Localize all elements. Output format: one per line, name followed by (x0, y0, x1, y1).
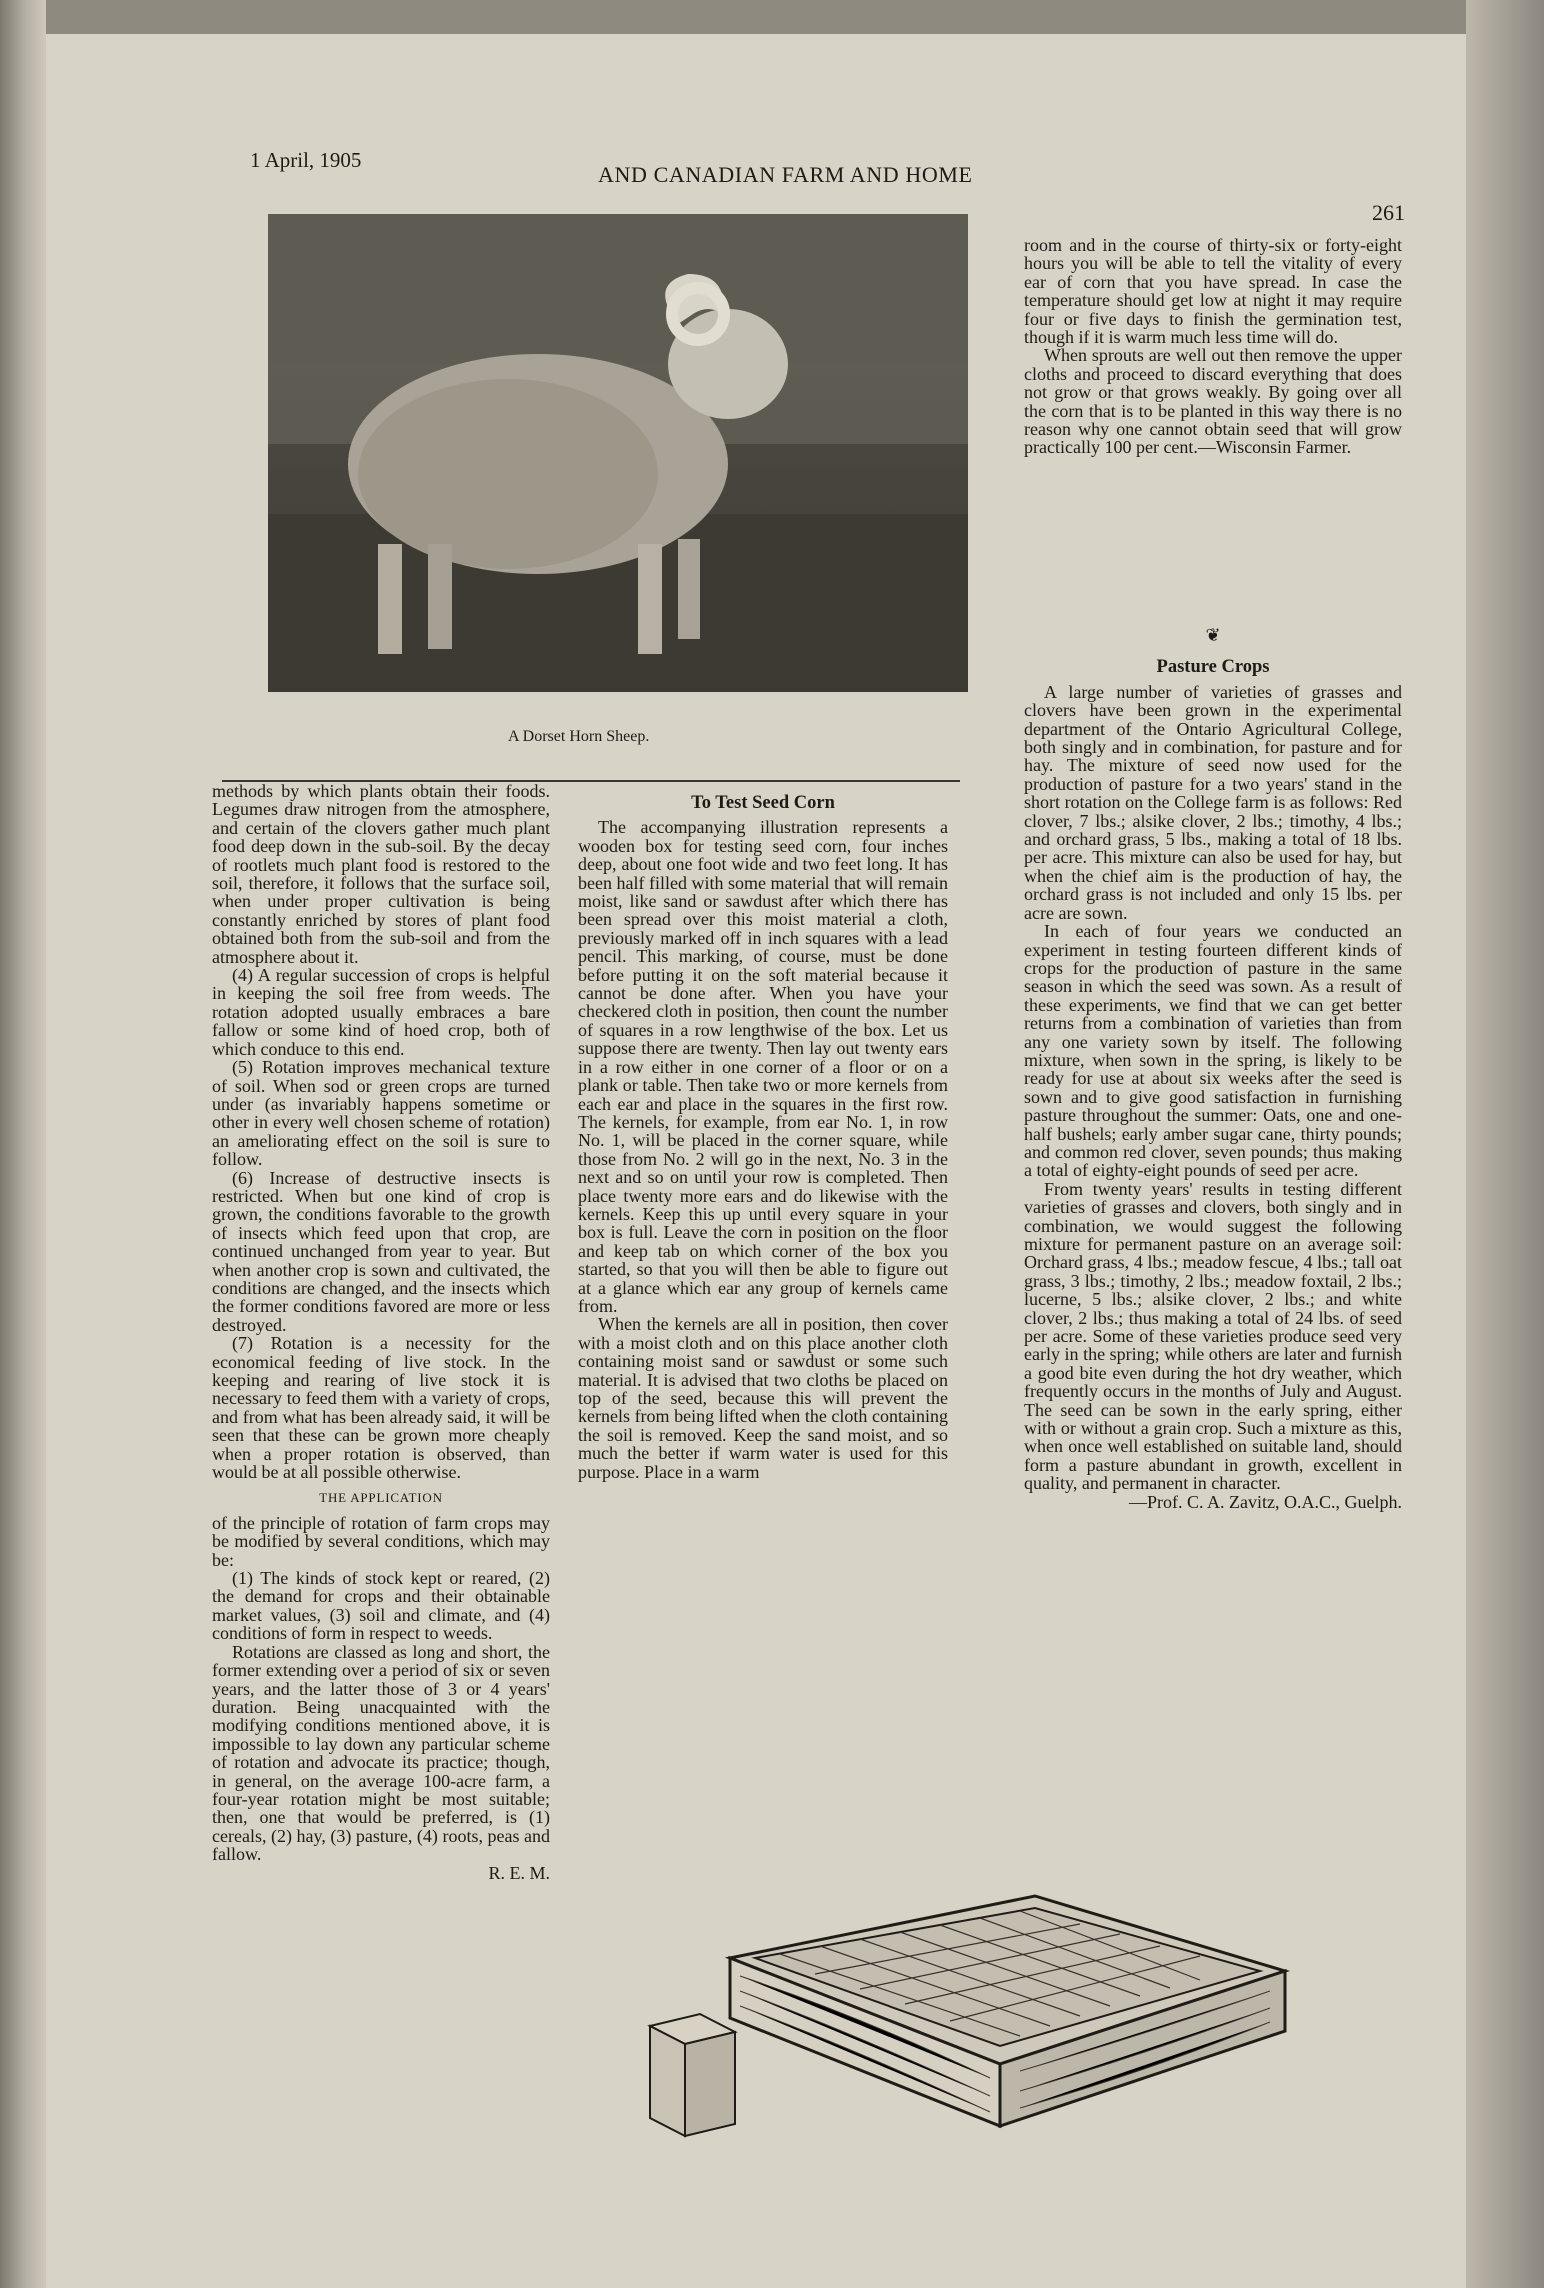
article-title: Pasture Crops (1156, 657, 1270, 678)
paragraph: (7) Rotation is a necessity for the economical feeding of live stock. In the keeping and rearing of live stock it is necessary to feed them with a variety of crops, and from what has been already said, it will be seen that these can be grown more cheaply when a proper rotation is observed, than would be at all possible otherwise. (212, 1333, 550, 1483)
paragraph: The accompanying illustration represents a wooden box for testing seed corn, four inches deep, about one foot wide and two feet long. It has been half filled with some material that will remain moist, like sand or sawdust after which there has been spread over this moist material a cloth, previously marked off in inch squares with a lead pencil. This marking, of course, must be done before putting it on the soft material because it cannot be done after. When you have your checkered cloth in position, then count the number of squares in a row lengthwise of the box. Let us suppose there are twenty. Then lay out twenty ears in a row either in one corner of a floor or on a plank or table. Then take two or more kernels from each ear and place in the squares in the first row. The kernels, for example, from ear No. 1, in row No. 1, will be placed in the corner square, while those from No. 2 will go in the next, No. 3 in the next and so on until your row is completed. Then place twenty more ears and do likewise with the kernels. Keep this up until every square in your box is full. Leave the corn in position on the floor and keep tab on which corner of the box you started, so that you will then be able to figure out at a glance which ear any group of kernels came from. (578, 817, 948, 1316)
paragraph: (1) The kinds of stock kept or reared, (2) the demand for crops and their obtainable market values, (3) soil and climate, and (4) conditions of form in respect to weeds. (212, 1568, 550, 1644)
paragraph: (4) A regular succession of crops is helpful in keeping the soil free from weeds. The rotation adopted usually embraces a bare fallow or some kind of hoed crop, both of which conduce to this end. (212, 965, 550, 1059)
photo-caption: A Dorset Horn Sheep. (508, 728, 650, 745)
paragraph: room and in the course of thirty-six or forty-eight hours you will be able to tell the vitality of every ear of corn that you have spread. In case the temperature should get low at night it may require four or five days to finish the germination test, though if it is warm much less time will do. (1024, 235, 1402, 348)
seed-box-drawing (640, 1846, 1346, 2176)
paragraph: of the principle of rotation of farm crops may be modified by several conditions, which may be: (212, 1512, 550, 1570)
paragraph: Rotations are classed as long and short, the former extending over a period of six or seven years, and the latter those of 3 or 4 years' duration. Being unacquainted with the modifying conditions mentioned above, it is impossible to lay down any particular scheme of rotation and advocate its practice; though, in general, on the average 100-acre farm, a four-year rotation might be most suitable; then, one that would be preferred, is (1) cereals, (2) hay, (3) pasture, (4) roots, peas and fallow. (212, 1641, 550, 1865)
seed-box-illustration (640, 1846, 1346, 2176)
running-header: AND CANADIAN FARM AND HOME (598, 162, 973, 187)
page-edge (1466, 0, 1544, 2288)
author-signature: R. E. M. (488, 1862, 550, 1883)
paragraph: When sprouts are well out then remove the upper cloths and proceed to discard everything that does not grow or that grows weakly. By going over all the corn that is to be planted in this way there is no reason why one cannot obtain seed that will grow practically 100 per cent.—Wisconsin Farmer. (1024, 345, 1402, 458)
article-title: To Test Seed Corn (691, 793, 835, 813)
paragraph: (6) Increase of destructive insects is restricted. When but one kind of crop is grown, the conditions favorable to the growth of insects which feed upon that crop, are continued unchanged from year to year. But when another crop is sown and cultivated, the conditions are changed, and the insects which the former conditions favored are more or less destroyed. (212, 1167, 550, 1335)
binding-edge (0, 0, 46, 2288)
pasture-crops-article-column (1024, 618, 1402, 1511)
sheep-illustration (268, 214, 968, 692)
seed-corn-article-column (578, 794, 948, 1481)
paragraph: From twenty years' results in testing different varieties of grasses and clovers, both singly and in combination, we would suggest the following mixture for permanent pasture on an average soil: Orchard grass, 4 lbs.; meadow fescue, 4 lbs.; tall oat grass, 3 lbs.; timothy, 2 lbs.; meadow foxtail, 2 lbs.; lucerne, 5 lbs.; alsike clover, 2 lbs.; and white clover, 2 lbs.; thus making a total of 24 lbs. of seed per acre. Some of these varieties produce seed very early in the spring; while others are later and furnish a good bite even during the hot dry weather, which frequently occurs in the months of July and August. The seed can be sown in the early spring, either with or without a grain crop. Such a mixture as this, when once well established on suitable land, should form a pasture abundant in growth, excellent in quality, and permanent in character. (1024, 1178, 1402, 1494)
issue-date: 1 April, 1905 (250, 148, 362, 172)
rotation-article-column (212, 782, 550, 1882)
ornament-icon: ❦ (1205, 625, 1221, 645)
paragraph: When the kernels are all in position, then cover with a moist cloth and on this place another cloth containing moist sand or sawdust or some such material. It is advised that two cloths be placed on top of the seed, because this will prevent the kernels from being lifted when the cloth containing the soil is removed. Keep the sand moist, and so much the better if warm water is used for this purpose. Place in a warm (578, 1314, 948, 1482)
author-signature: —Prof. C. A. Zavitz, O.A.C., Guelph. (1129, 1491, 1402, 1512)
subheading: THE APPLICATION (319, 1490, 443, 1506)
seed-corn-continuation-column (1024, 236, 1402, 457)
sheep-photo (268, 214, 968, 692)
page-number: 261 (1372, 200, 1405, 225)
paragraph: A large number of varieties of grasses and clovers have been grown in the experimental department of the Ontario Agricultural College, both singly and in combination, for pasture and for hay. The mixture of seed now used for the production of pasture for a two years' stand in the short rotation on the College farm is as follows: Red clover, 7 lbs.; alsike clover, 2 lbs.; timothy, 4 lbs.; and orchard grass, 5 lbs., making a total of 18 lbs. per acre. This mixture can also be used for hay, but when the chief aim is the production of hay, the orchard grass is not included and only 15 lbs. per acre are sown. (1024, 681, 1402, 923)
paragraph: methods by which plants obtain their foods. Legumes draw nitrogen from the atmosphere, and certain of the clovers gather much plant food deep down in the sub-soil. By the decay of rootlets much plant food is restored to the soil, therefore, it follows that the surface soil, when under proper cultivation is being constantly enriched by stores of plant food obtained both from the sub-soil and from the atmosphere about it. (212, 781, 550, 967)
paragraph: In each of four years we conducted an experiment in testing fourteen different kinds of crops for the production of pasture in the same season in which the seed was sown. As a result of these experiments, we find that we can get better returns from a combination of varieties than from any one variety sown by itself. The following mixture, when sown in the spring, is likely to be ready for use at about six weeks after the seed is sown and to give good satisfaction in furnishing pasture throughout the summer: Oats, one and one-half bushels; early amber sugar cane, thirty pounds; and common red clover, seven pounds; thus making a total of eighty-eight pounds of seed per acre. (1024, 921, 1402, 1181)
paragraph: (5) Rotation improves mechanical texture of soil. When sod or green crops are turned under (as invariably happens sometime or other in every well chosen scheme of rotation) an ameliorating effect on the soil is sure to follow. (212, 1057, 550, 1170)
